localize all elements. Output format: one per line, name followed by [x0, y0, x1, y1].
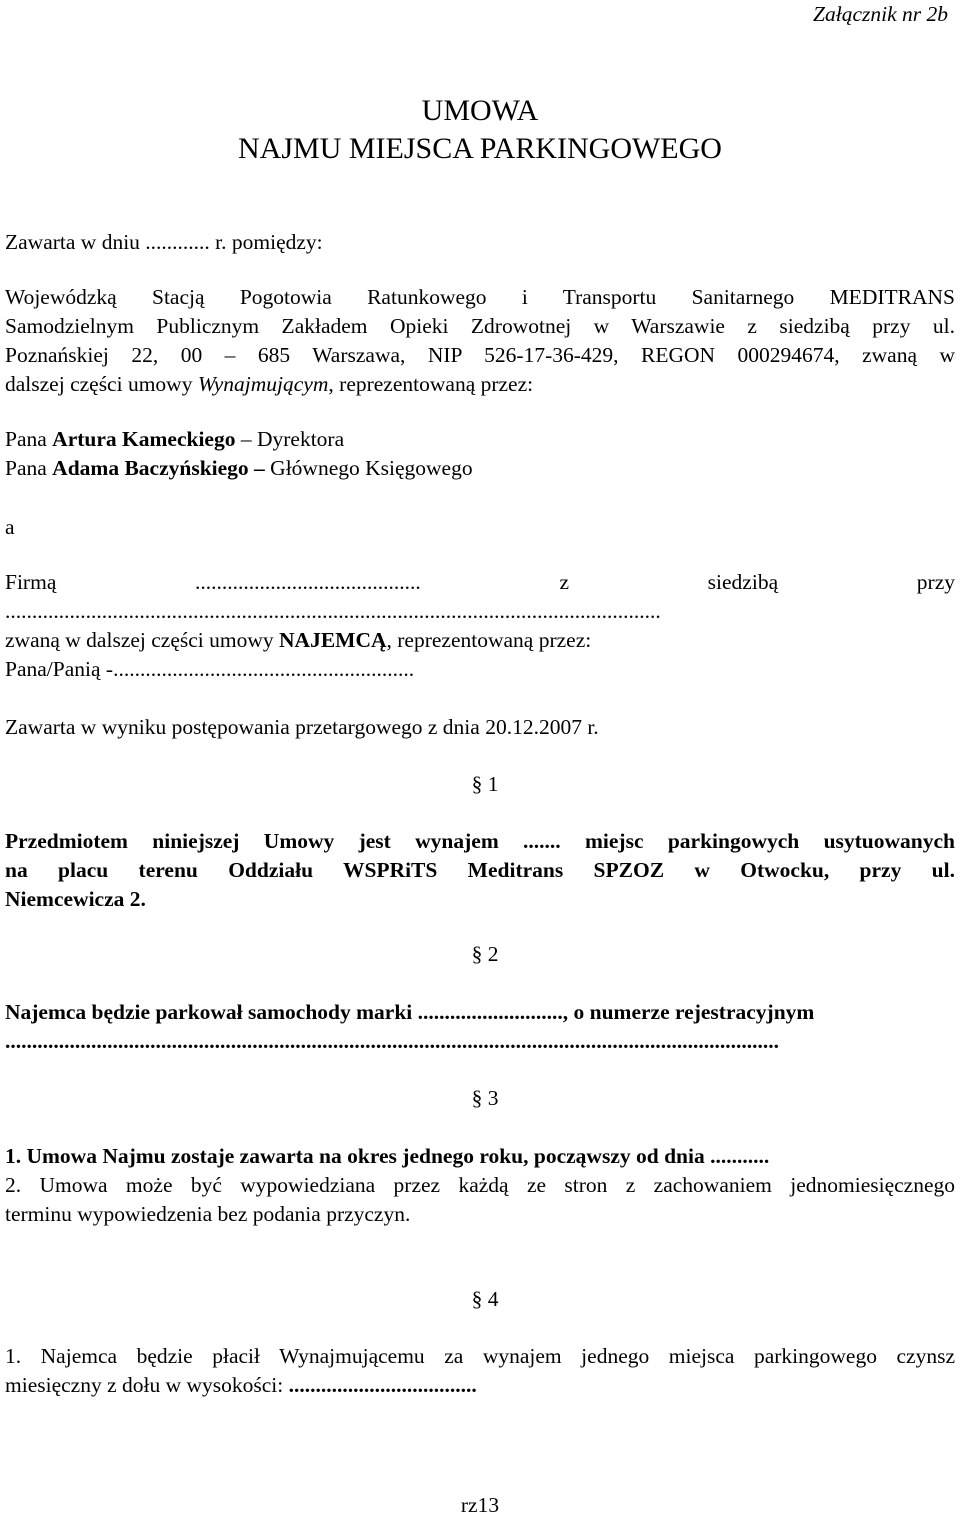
- section-3-line-1: 1. Umowa Najmu zostaje zawarta na okres jednego roku, począwszy od dnia ...........: [5, 1144, 770, 1168]
- party2-address-blank: ..........................................................................................................................: [5, 599, 661, 623]
- section-2-line-1: Najemca będzie parkował samochody marki ..........................., o numerze rejestracyjnym: [5, 1000, 815, 1024]
- annex-label: Załącznik nr 2b: [813, 2, 948, 26]
- tender-line: Zawarta w wyniku postępowania przetargowego z dnia 20.12.2007 r.: [5, 715, 599, 739]
- rep-dash: –: [248, 456, 271, 480]
- party1-role: Wynajmującym: [197, 372, 329, 396]
- rep-name: Artura Kameckiego: [52, 427, 236, 451]
- conjunction: a: [5, 515, 15, 539]
- party1-line-4: [5, 370, 955, 399]
- party1-text-end: , reprezentowaną przez:: [328, 372, 534, 396]
- rep-role: Głównego Księgowego: [270, 456, 473, 480]
- rep-dash: –: [235, 427, 257, 451]
- section-4-number: § 4: [471, 1287, 499, 1311]
- document-title: UMOWA: [421, 94, 539, 127]
- party2-role: NAJEMCĄ: [279, 628, 387, 652]
- section-1-line-2: na placu terenu Oddziału WSPRiTS Meditrans SPZOZ w Otwocku, przy ul.: [5, 858, 955, 882]
- page-footer: rz13: [460, 1493, 500, 1517]
- section-1-line-1: Przedmiotem niniejszej Umowy jest wynajem ....... miejsc parkingowych usytuowanych: [5, 829, 955, 853]
- party2-line-1: [5, 568, 955, 597]
- document-subtitle: NAJMU MIEJSCA PARKINGOWEGO: [238, 132, 722, 165]
- party1-line-3: Poznańskiej 22, 00 – 685 Warszawa, NIP 526-17-36-429, REGON 000294674, zwaną w: [5, 343, 955, 367]
- section-4-text: miesięczny z dołu w wysokości:: [5, 1373, 289, 1397]
- representative-1: [5, 425, 955, 454]
- section-1-number: § 1: [471, 772, 499, 796]
- rep-prefix: Pana: [5, 456, 53, 480]
- party2-word: Firmą: [5, 570, 57, 594]
- party1-line-2: Samodzielnym Publicznym Zakładem Opieki Zdrowotnej w Warszawie z siedzibą przy ul.: [5, 314, 955, 338]
- section-3-line-2: 2. Umowa może być wypowiedziana przez każdą ze stron z zachowaniem jednomiesięcznego: [5, 1173, 955, 1197]
- section-4-line-1: 1. Najemca będzie płacił Wynajmującemu za wynajem jednego miejsca parkingowego czynsz: [5, 1344, 955, 1368]
- rep-prefix: Pana: [5, 427, 53, 451]
- section-3-number: § 3: [471, 1086, 499, 1110]
- party2-text-end: , reprezentowaną przez:: [386, 628, 592, 652]
- rep-name: Adama Baczyńskiego: [52, 456, 249, 480]
- rep-role: Dyrektora: [256, 427, 345, 451]
- intro-line: Zawarta w dniu ............ r. pomiędzy:: [5, 230, 323, 254]
- party2-word: z: [559, 570, 569, 594]
- section-1-line-3: Niemcewicza 2.: [5, 887, 146, 911]
- party2-text: zwaną w dalszej części umowy: [5, 628, 280, 652]
- representative-2: [5, 454, 955, 483]
- rent-amount-blank: ...................................: [288, 1373, 477, 1397]
- section-2-line-2: ................................................................................................................................................: [5, 1029, 779, 1053]
- party2-blank: ..........................................: [195, 570, 421, 594]
- section-3-line-3: terminu wypowiedzenia bez podania przyczyn.: [5, 1202, 411, 1226]
- party2-representative: Pana/Panią -........................................................: [5, 657, 415, 681]
- party2-word: przy: [916, 570, 955, 594]
- party2-line-3: [5, 626, 955, 655]
- party1-text: dalszej części umowy: [5, 372, 198, 396]
- party2-word: siedzibą: [707, 570, 779, 594]
- section-2-number: § 2: [471, 942, 499, 966]
- party1-line-1: Wojewódzką Stacją Pogotowia Ratunkowego i Transportu Sanitarnego MEDITRANS: [5, 285, 955, 309]
- section-4-line-2: [5, 1371, 955, 1400]
